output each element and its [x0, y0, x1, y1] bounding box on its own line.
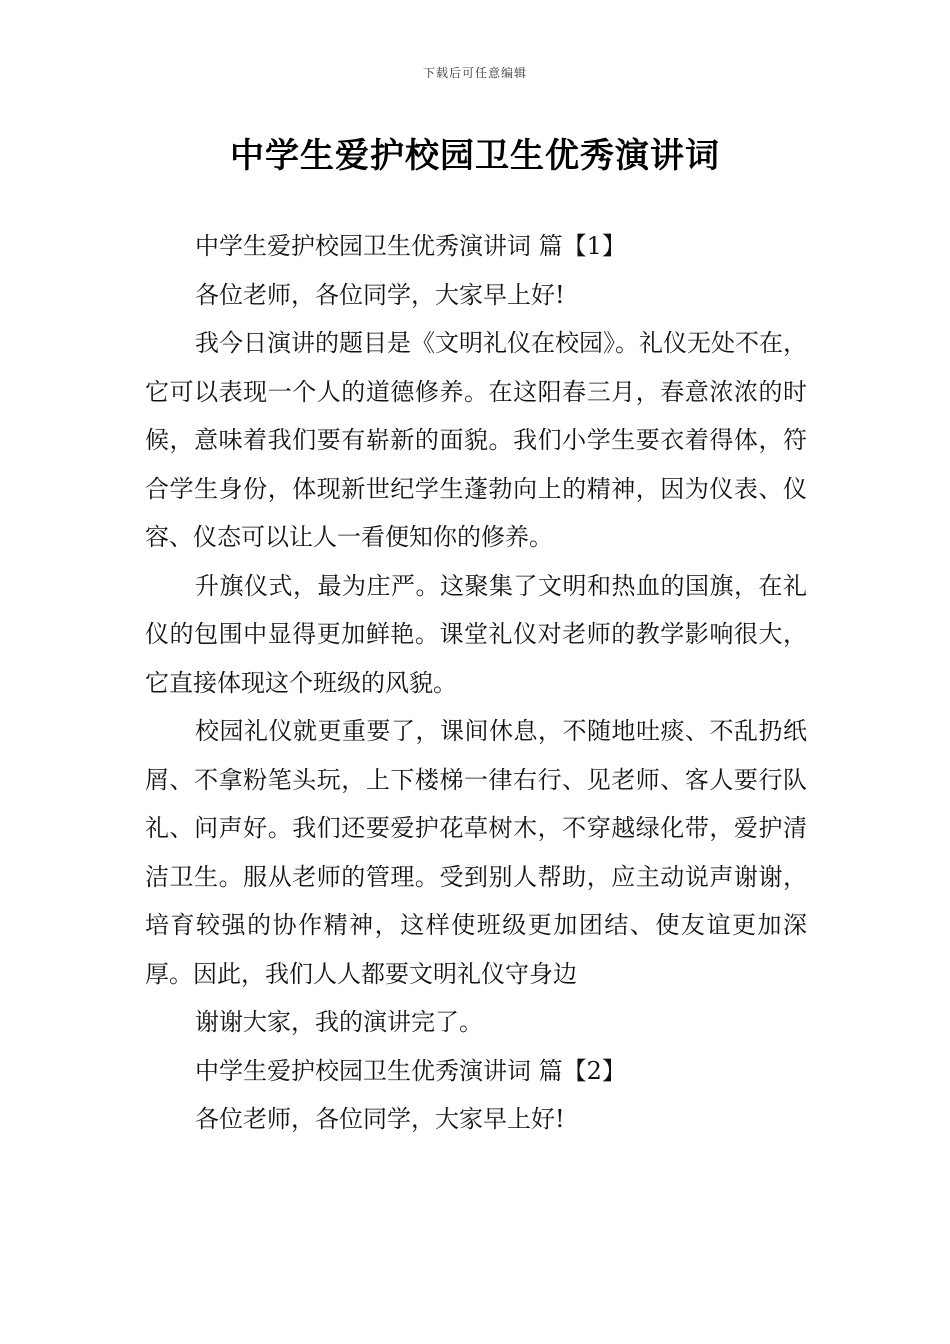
closing-paragraph: 谢谢大家，我的演讲完了。: [195, 1008, 483, 1036]
greeting-paragraph: 各位老师，各位同学，大家早上好!: [195, 280, 565, 309]
body-paragraph: 校园礼仪就更重要了，课间休息，不随地吐痰、不乱扔纸屑、不拿粉笔头玩，上下楼梯一律右行、见老师、客人要行队礼、问声好。我们还要爱护花草树木，不穿越绿化带，爱护清洁卫生。服从老师的管理。受到别人帮助，应主动说声谢谢，培育较强的协作精神，这样使班级更加团结、使友谊更加深厚。因此，我们人人都要文明礼仪守身边: [145, 717, 807, 988]
header-note: 下载后可任意编辑: [422, 66, 527, 80]
document-body: [145, 222, 807, 1144]
document-title: 中学生爱护校园卫生优秀演讲词: [230, 136, 720, 176]
section-heading-1: 中学生爱护校园卫生优秀演讲词 篇【1】: [195, 232, 626, 260]
section-heading-2: 中学生爱护校园卫生优秀演讲词 篇【2】: [195, 1056, 626, 1085]
body-paragraph: 升旗仪式，最为庄严。这聚集了文明和热血的国旗，在礼仪的包围中显得更加鲜艳。课堂礼仪对老师的教学影响很大，它直接体现这个班级的风貌。: [145, 571, 807, 697]
greeting-paragraph: 各位老师，各位同学，大家早上好!: [195, 1105, 565, 1133]
body-paragraph: 我今日演讲的题目是《文明礼仪在校园》。礼仪无处不在，它可以表现一个人的道德修养。在这阳春三月，春意浓浓的时候，意味着我们要有崭新的面貌。我们小学生要衣着得体，符合学生身份，体现新世纪学生蓬勃向上的精神，因为仪表、仪容、仪态可以让人一看便知你的修养。: [145, 329, 807, 551]
